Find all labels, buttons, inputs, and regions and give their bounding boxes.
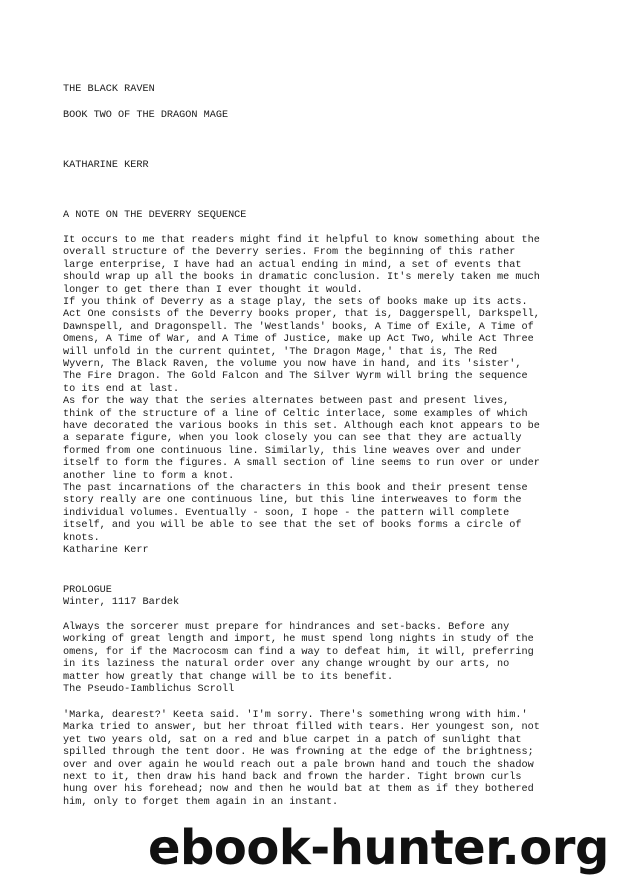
note-line: If you think of Deverry as a stage play, the sets of books make up its acts. [63, 297, 528, 308]
note-line: longer to get there than I ever thought it would. [63, 284, 363, 296]
story-line: Marka tried to answer, but her throat filled with tears. Her youngest son, not [63, 722, 540, 734]
epigraph-line: omens, for if the Macrocosm can find a way to defeat him, it will, preferring [63, 646, 534, 658]
note-line: formed from one continuous line. Similarly, this line weaves over and under [63, 445, 522, 457]
note-line: have decorated the various books in this set. Although each knot appears to be [63, 421, 540, 432]
note-line: overall structure of the Deverry series. From the beginning of this rather [63, 247, 516, 259]
note-line: story really are one continuous line, but this line interweaves to form the [63, 495, 522, 507]
note-line: Katharine Kerr [63, 545, 149, 556]
note-line: Wyvern, The Black Raven, the volume you now have in hand, and its 'sister', [63, 359, 522, 370]
story-line: next to it, then draw his hand back and frown the harder. Tight brown curls [63, 772, 522, 783]
note-line: should wrap up all the books in dramatic conclusion. It's merely taken me much [63, 272, 540, 284]
note-line: individual volumes. Eventually - soon, I hope - the pattern will complete [63, 507, 510, 519]
story-line: hung over his forehead; now and then he would bat at them as if they bothered [63, 784, 534, 796]
note-line: The Fire Dragon. The Gold Falcon and The Silver Wyrm will bring the sequence [63, 371, 528, 383]
note-line: another line to form a knot. [63, 470, 235, 482]
story-line: spilled through the tent door. He was frowning at the edge of the brightness; [63, 747, 534, 759]
story-line: him, only to forget them again in an instant. [63, 796, 339, 808]
note-line: itself, and you will be able to see that the set of books forms a circle of [63, 520, 522, 532]
story-line: yet two years old, sat on a red and blue carpet in a patch of sunlight that [63, 734, 522, 746]
story-line: 'Marka, dearest?' Keeta said. 'I'm sorry. There's something wrong with him.' [63, 710, 528, 721]
epigraph-line: Always the sorcerer must prepare for hindrances and set-backs. Before any [63, 622, 510, 633]
note-line: think of the structure of a line of Celtic interlace, some examples of which [63, 408, 528, 420]
story-line: over and over again he would reach out a pale brown hand and touch the shadow [63, 759, 534, 771]
note-line: a separate figure, when you look closely you can see that they are actually [63, 433, 522, 445]
note-heading: A NOTE ON THE DEVERRY SEQUENCE [63, 210, 247, 221]
note-line: Act One consists of the Deverry books proper, that is, Daggerspell, Darkspell, [63, 309, 540, 321]
note-line: The past incarnations of the characters in this book and their present tense [63, 483, 528, 494]
note-line: Dawnspell, and Dragonspell. The 'Westlands' books, A Time of Exile, A Time of [63, 321, 534, 333]
epigraph-line: The Pseudo-Iamblichus Scroll [63, 684, 235, 695]
epigraph-line: in its laziness the natural order over any change wrought by our arts, no [63, 659, 510, 671]
prologue-heading: PROLOGUE [63, 585, 112, 596]
epigraph-line: matter how greatly that change will be to its benefit. [63, 671, 394, 683]
author-name: KATHARINE KERR [63, 160, 149, 171]
prologue-dateline: Winter, 1117 Bardek [63, 597, 180, 608]
note-line: itself to form the figures. A small section of line seems to run over or under [63, 458, 540, 470]
epigraph-line: working of great length and import, he must spend long nights in study of the [63, 634, 534, 646]
note-line: Omens, A Time of War, and A Time of Justice, make up Act Two, while Act Three [63, 334, 534, 346]
book-title: THE BLACK RAVEN [63, 84, 155, 95]
note-line: It occurs to me that readers might find it helpful to know something about the [63, 235, 540, 246]
watermark-logo: ebook-hunter.org [148, 820, 609, 876]
note-line: knots. [63, 532, 100, 544]
note-line: to its end at last. [63, 383, 180, 395]
note-line: As for the way that the series alternates between past and present lives, [63, 396, 510, 408]
note-line: large enterprise, I have had an actual ending in mind, a set of events that [63, 259, 522, 271]
book-subtitle: BOOK TWO OF THE DRAGON MAGE [63, 110, 229, 121]
note-line: will unfold in the current quintet, 'The Dragon Mage,' that is, The Red [63, 346, 498, 358]
